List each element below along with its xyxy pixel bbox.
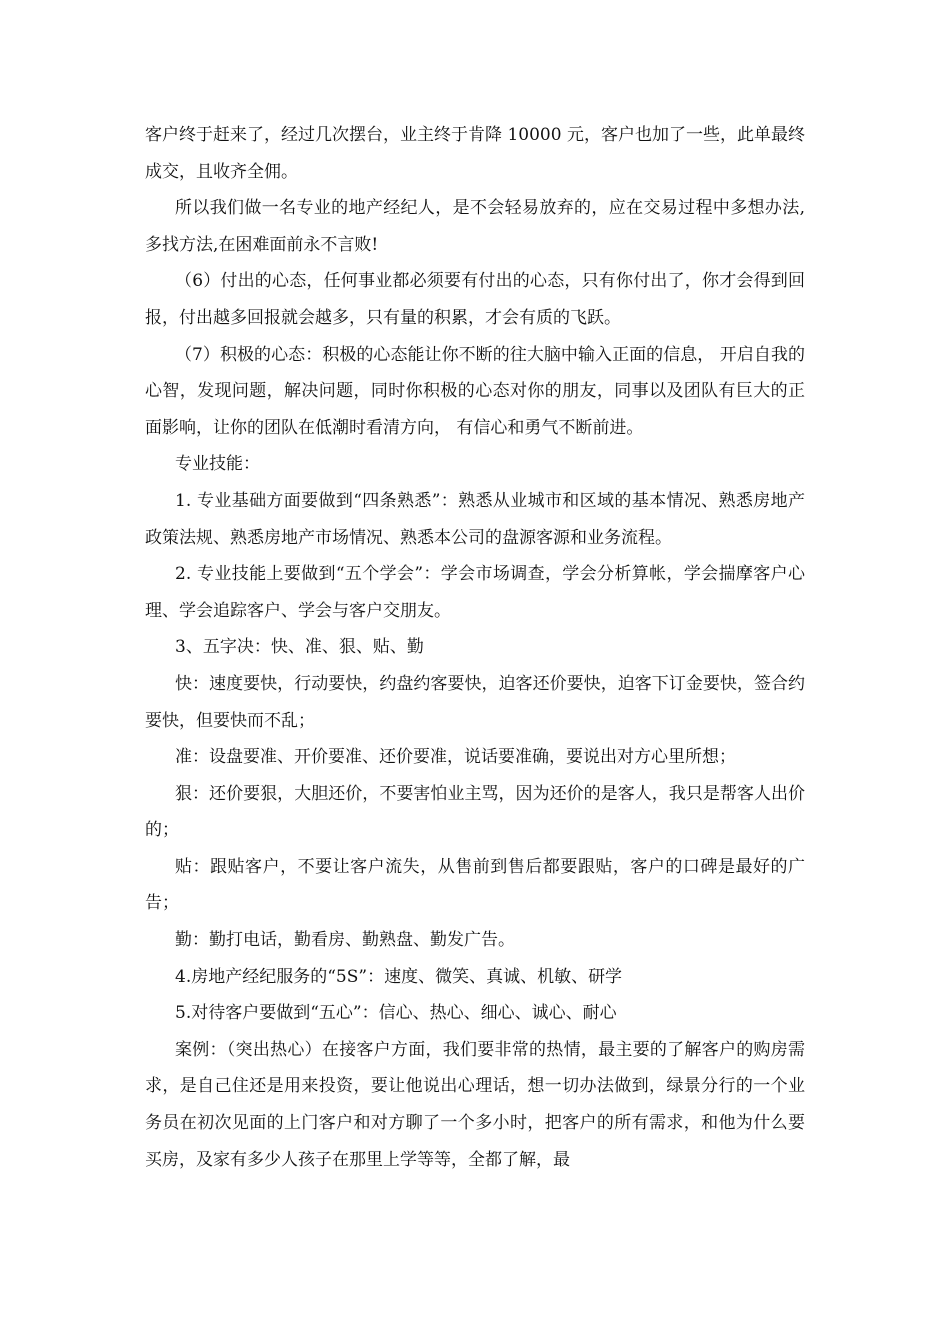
paragraph-five-learnings: 2. 专业技能上要做到“五个学会”：学会市场调查，学会分析算帐，学会揣摩客户心理、学会追踪客户、学会与客户交朋友。 (145, 564, 805, 621)
document-body (145, 117, 805, 1178)
paragraph-diligent: 勤：勤打电话，勤看房、勤熟盘、勤发广告。 (175, 930, 515, 951)
paragraph-five-hearts: 5.对待客户要做到“五心”：信心、热心、细心、诚心、耐心 (175, 1003, 617, 1024)
paragraph-closing-deal: 客户终于赶来了，经过几次摆台，业主终于肯降 10000 元，客户也加了一些，此单最终成交，且收齐全佣。 (145, 125, 805, 182)
paragraph-fast: 快：速度要快，行动要快，约盘约客要快，迫客还价要快，迫客下订金要快，签合约要快，但要快而不乱； (145, 673, 805, 731)
paragraph-firm: 狠：还价要狠，大胆还价，不要害怕业主骂，因为还价的是客人，我只是帮客人出价的； (145, 783, 805, 841)
paragraph-five-word-formula: 3、五字决：快、准、狠、贴、勤 (175, 637, 424, 658)
paragraph-close-follow: 贴：跟贴客户，不要让客户流失，从售前到售后都要跟贴，客户的口碑是最好的广告； (145, 856, 805, 914)
paragraph-case-study: 案例：（突出热心）在接客户方面，我们要非常的热情，最主要的了解客户的购房需求，是自己住还是用来投资，要让他说出心理话，想一切办法做到，绿景分行的一个业务员在初次见面的上门客户和对方聊了一个多小时，把客户的所有需求，和他为什么要买房，及家有多少人孩子在那里上学等等，全都了解，最 (145, 1039, 805, 1170)
paragraph-accurate: 准：设盘要准、开价要准、还价要准，说话要准确，要说出对方心里所想； (175, 747, 736, 768)
paragraph-5s-service: 4.房地产经纪服务的“5S”：速度、微笑、真诚、机敏、研学 (175, 966, 623, 987)
paragraph-giving-mindset: （6）付出的心态，任何事业都必须要有付出的心态，只有你付出了，你才会得到回报，付出越多回报就会越多，只有量的积累，才会有质的飞跃。 (145, 271, 805, 328)
paragraph-four-familiarities: 1. 专业基础方面要做到“四条熟悉”：熟悉从业城市和区域的基本情况、熟悉房地产政策法规、熟悉房地产市场情况、熟悉本公司的盘源客源和业务流程。 (145, 490, 805, 548)
section-heading-professional-skills: 专业技能： (175, 454, 260, 475)
paragraph-positive-mindset: （7）积极的心态：积极的心态能让你不断的往大脑中输入正面的信息， 开启自我的心智，发现问题，解决问题，同时你积极的心态对你的朋友，同事以及团队有巨大的正面影响，让你的团队在低潮时看清方向， 有信心和勇气不断前进。 (145, 344, 805, 438)
paragraph-never-give-up: 所以我们做一名专业的地产经纪人，是不会轻易放弃的，应在交易过程中多想办法,多找方法,在困难面前永不言败! (145, 198, 805, 255)
